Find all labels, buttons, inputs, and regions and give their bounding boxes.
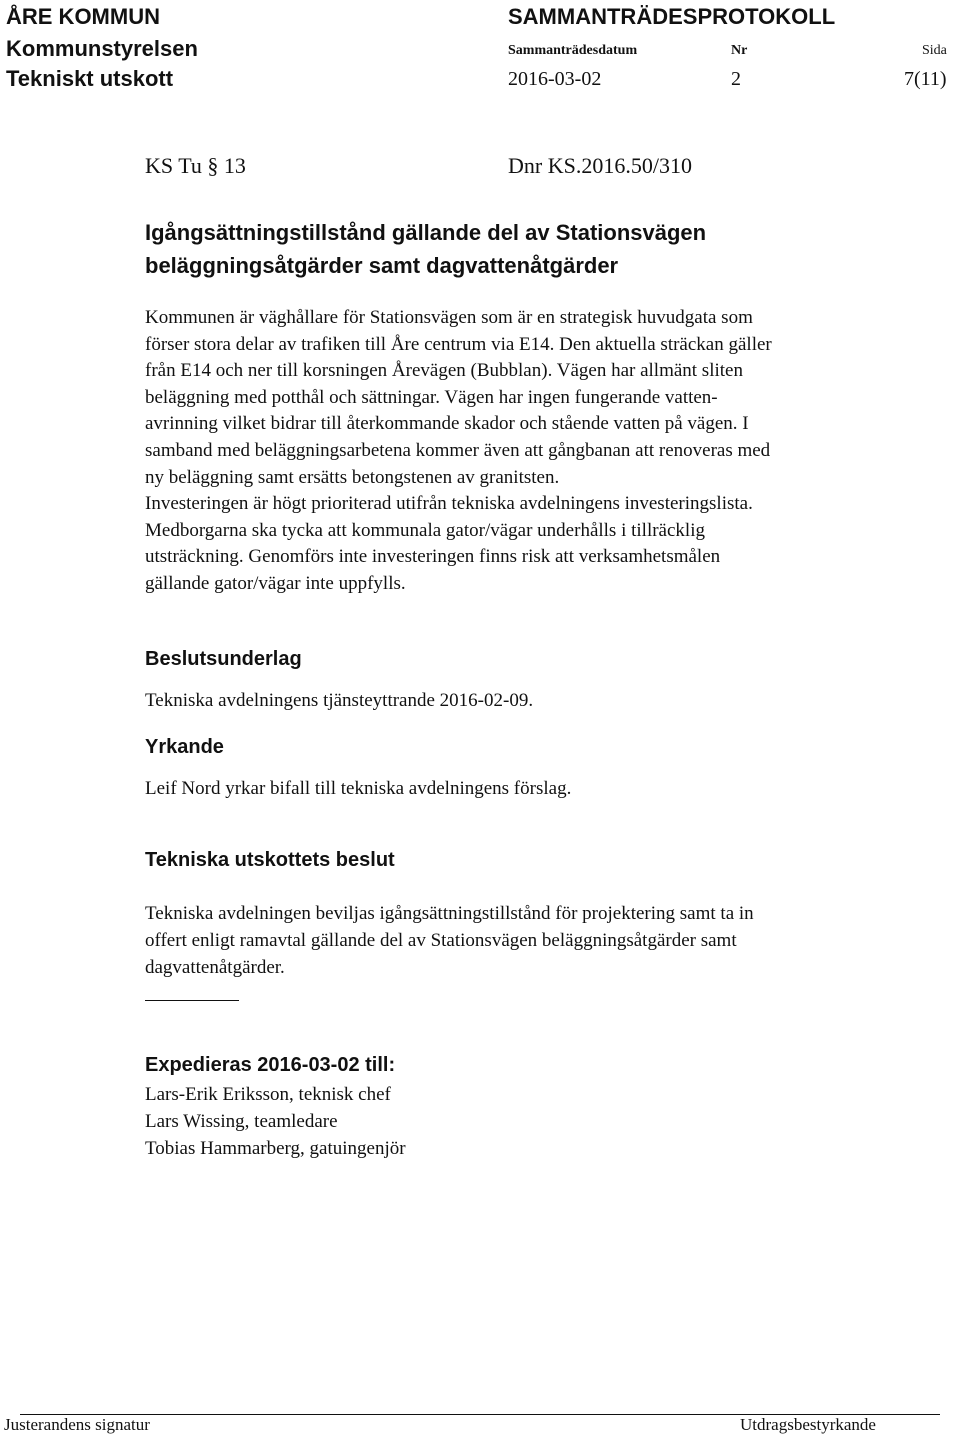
meeting-number: 2	[731, 68, 741, 90]
dispatch-heading: Expedieras 2016-03-02 till:	[145, 1054, 396, 1076]
decision-line: offert enligt ramavtal gällande del av Stationsvägen beläggningsåtgärder samt	[145, 930, 737, 951]
description-line: från E14 och ner till korsningen Årevägen (Bubblan). Vägen har allmänt sliten	[145, 360, 743, 382]
meeting-date: 2016-03-02	[508, 68, 602, 90]
description-line: förser stora delar av trafiken till Åre centrum via E14. Den aktuella sträckan gäller	[145, 333, 772, 355]
section-divider	[145, 1000, 239, 1001]
description-line: gällande gator/vägar inte uppfylls.	[145, 572, 406, 594]
case-title-line: beläggningsåtgärder samt dagvattenåtgärder	[145, 253, 619, 278]
number-label: Nr	[731, 43, 748, 58]
document-type: SAMMANTRÄDESPROTOKOLL	[508, 4, 836, 29]
description-line: samband med beläggningsarbetena kommer även att gångbanan att renoveras med	[145, 439, 771, 461]
page-number: 7(11)	[904, 68, 947, 90]
basis-heading: Beslutsunderlag	[145, 648, 302, 670]
date-label: Sammanträdesdatum	[508, 43, 638, 58]
board-name: Kommunstyrelsen	[6, 36, 198, 61]
description-line: beläggning med potthål och sättningar. Vägen har ingen fungerande vatten-	[145, 386, 718, 408]
description-line: ny beläggning samt ersätts betongstenen av granitsten.	[145, 466, 560, 488]
decision-heading: Tekniska utskottets beslut	[145, 849, 395, 871]
municipality-name: ÅRE KOMMUN	[6, 4, 160, 29]
description-line: avrinning vilket bidrar till återkommande skador och stående vatten på vägen. I	[145, 413, 749, 435]
case-dnr: Dnr KS.2016.50/310	[508, 153, 692, 178]
description-line: utsträckning. Genomförs inte investeringen finns risk att verksamhetsmålen	[145, 546, 721, 568]
page-label: Sida	[922, 43, 947, 58]
description-line: Investeringen är högt prioriterad utifrån tekniska avdelningens investeringslista.	[145, 493, 753, 515]
recipient-item: Lars-Erik Eriksson, teknisk chef	[145, 1084, 391, 1105]
case-description	[145, 305, 915, 598]
decision-line: Tekniska avdelningen beviljas igångsättningstillstånd för projektering samt ta in	[145, 903, 754, 924]
recipient-item: Lars Wissing, teamledare	[145, 1111, 338, 1132]
case-title	[145, 216, 845, 282]
footer-certification-label: Utdragsbestyrkande	[740, 1415, 876, 1434]
decision-text	[145, 900, 754, 981]
decision-line: dagvattenåtgärder.	[145, 957, 285, 978]
case-reference: KS Tu § 13	[145, 153, 246, 178]
basis-text: Tekniska avdelningens tjänsteyttrande 2016-02-09.	[145, 690, 534, 711]
description-line: Medborgarna ska tycka att kommunala gator/vägar underhålls i tillräcklig	[145, 519, 705, 541]
motion-heading: Yrkande	[145, 736, 224, 758]
footer-signature-label: Justerandens signatur	[4, 1415, 150, 1434]
case-title-line: Igångsättningstillstånd gällande del av Stationsvägen	[145, 220, 707, 245]
recipient-item: Tobias Hammarberg, gatuingenjör	[145, 1138, 406, 1159]
committee-name: Tekniskt utskott	[6, 66, 174, 91]
motion-text: Leif Nord yrkar bifall till tekniska avdelningens förslag.	[145, 778, 572, 799]
description-line: Kommunen är väghållare för Stationsvägen som är en strategisk huvudgata som	[145, 307, 753, 328]
dispatch-recipients	[145, 1081, 406, 1162]
